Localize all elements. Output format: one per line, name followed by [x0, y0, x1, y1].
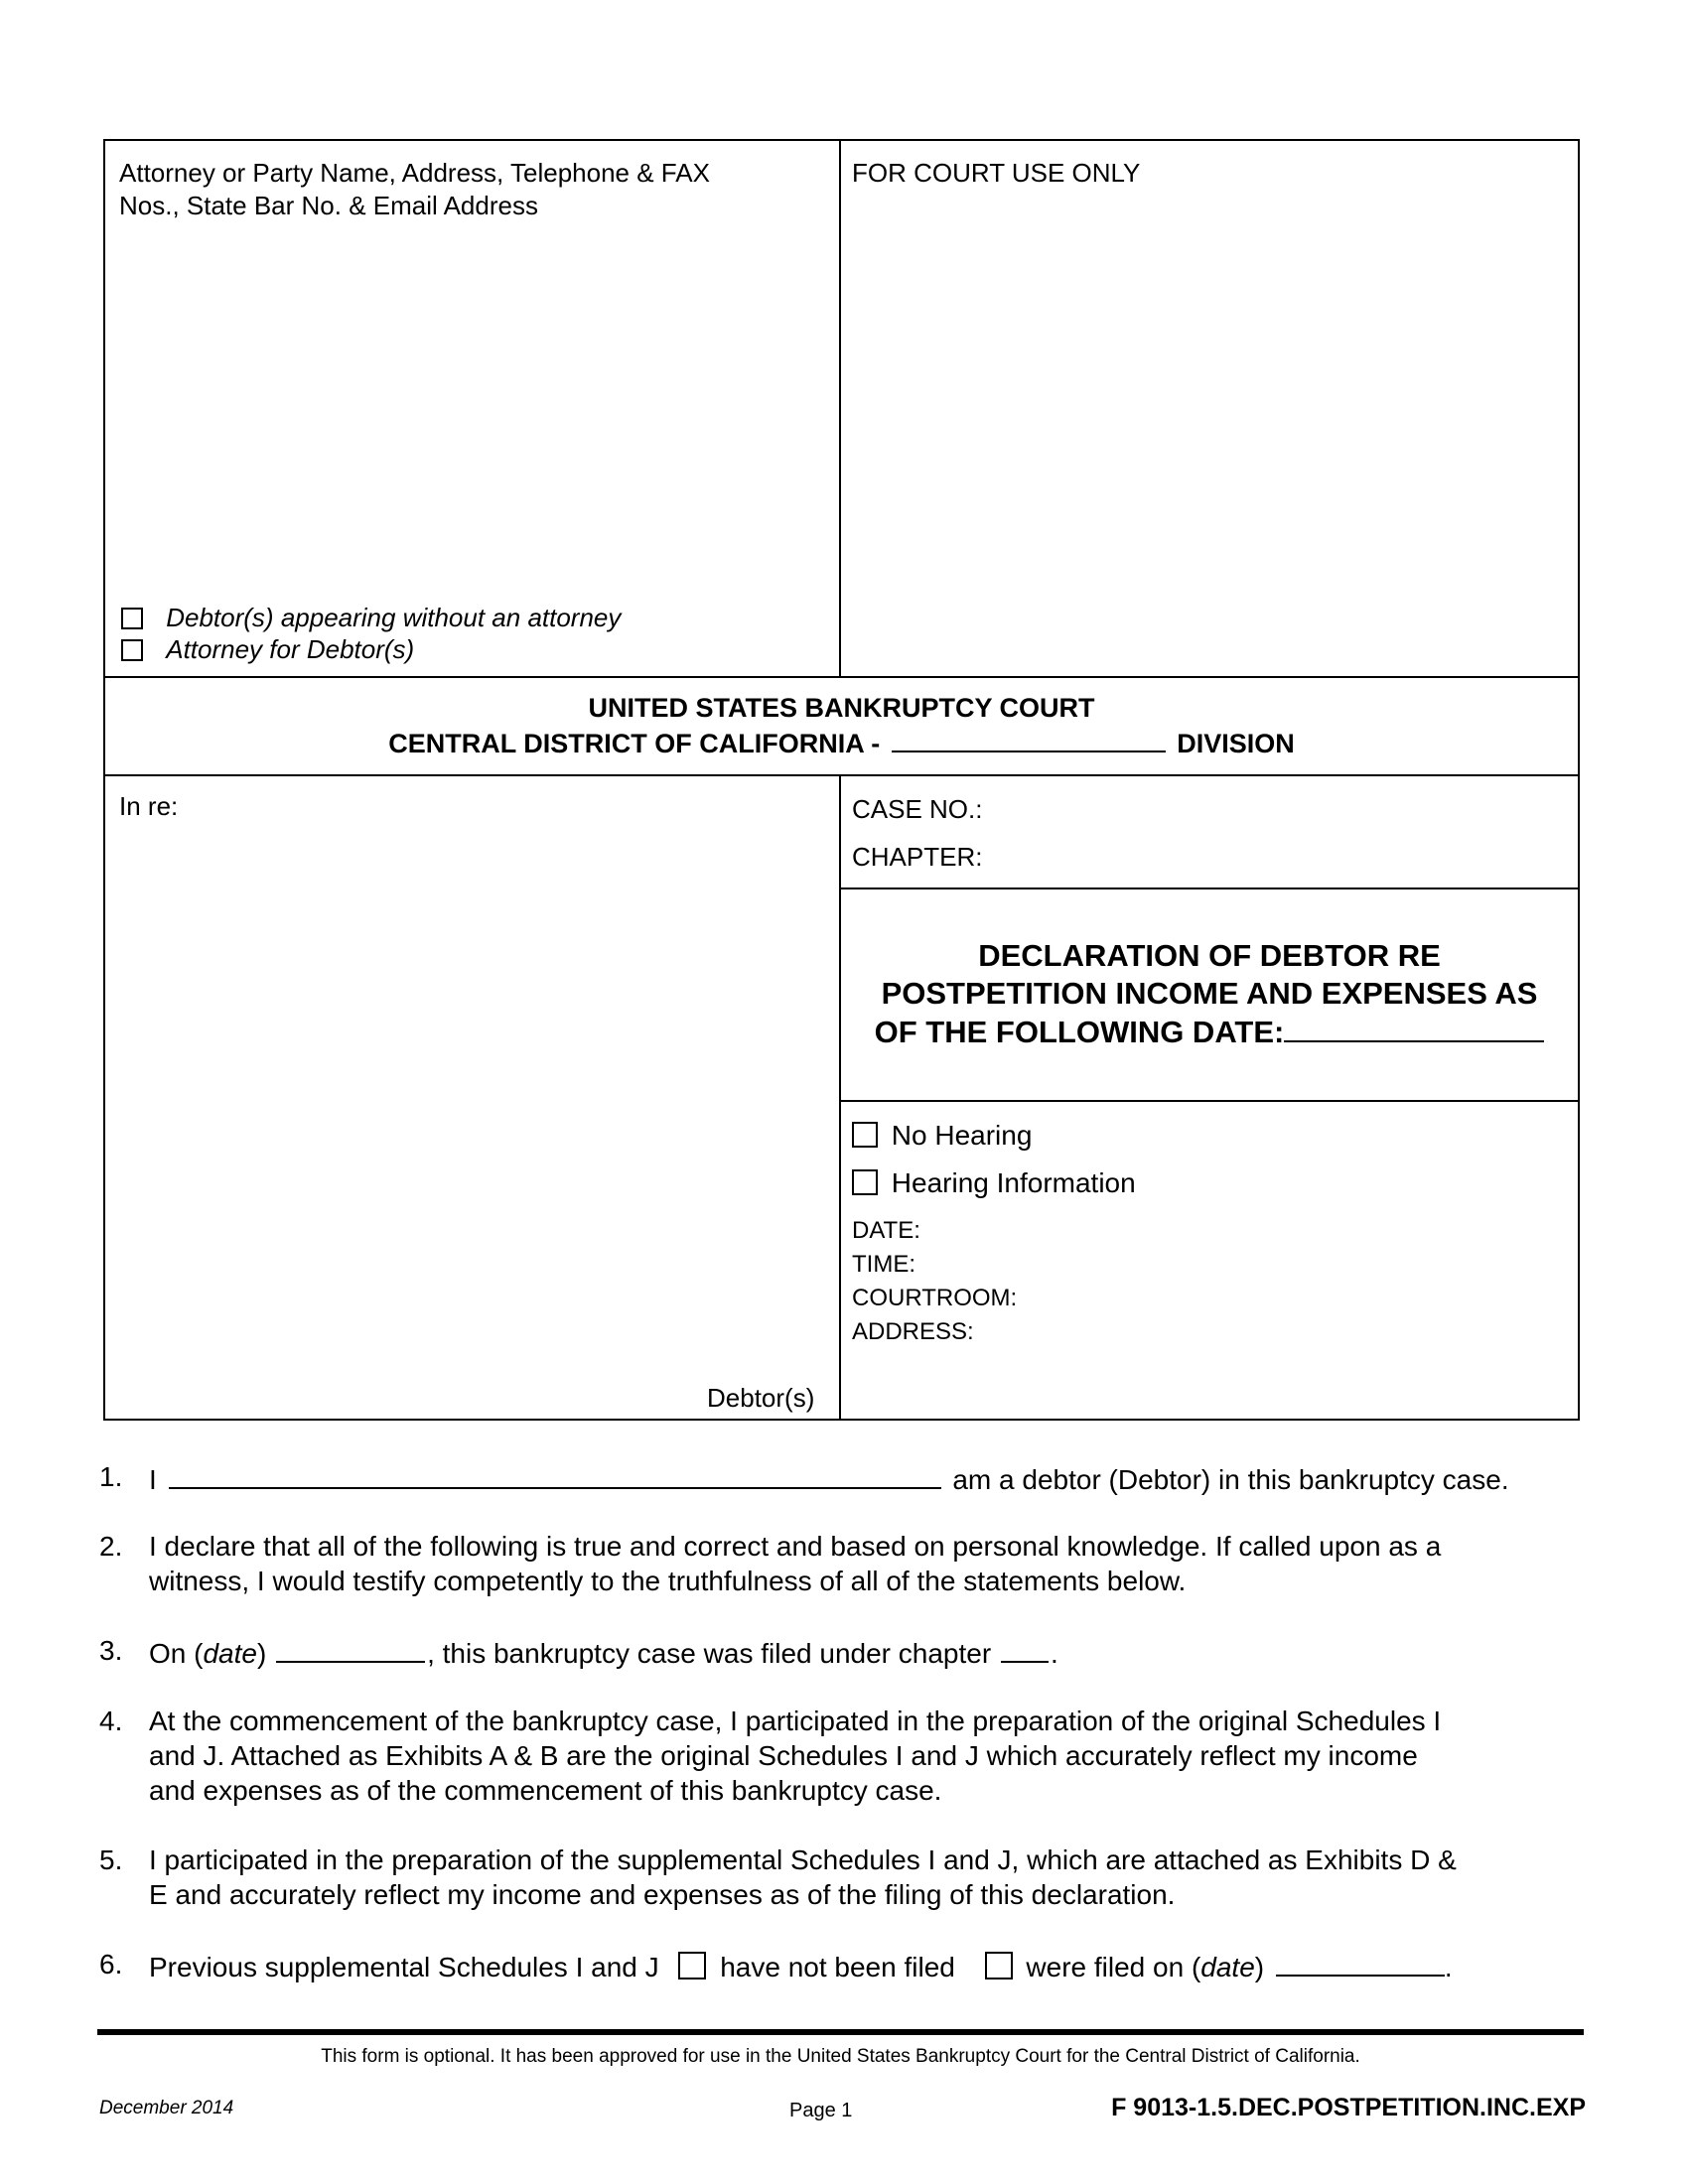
paragraph-5-line2: E and accurately reflect my income and expenses as of the filing of this declaration. [149, 1879, 1176, 1910]
paragraph-5-text [149, 1843, 1584, 1912]
document-title [841, 937, 1578, 1051]
paragraph-2-line1: I declare that all of the following is true and correct and based on personal knowledge. If called upon as a [149, 1531, 1442, 1562]
divider-court-bottom [103, 774, 1580, 776]
hearing-courtroom-label: COURTROOM: [852, 1285, 1018, 1311]
checkbox-row-debtor-no-attorney[interactable] [121, 602, 621, 634]
paragraph-3-text [149, 1633, 1584, 1671]
paragraph-1-end: am a debtor (Debtor) in this bankruptcy case. [952, 1464, 1509, 1495]
chapter-label: CHAPTER: [852, 842, 983, 872]
paragraph-1-text [149, 1459, 1584, 1497]
paragraph-6-start: Previous supplemental Schedules I and J [149, 1952, 659, 1982]
paragraph-2-text [149, 1529, 1584, 1598]
not-filed-label: have not been filed [720, 1952, 955, 1982]
as-of-date-blank[interactable] [1284, 1013, 1544, 1042]
footer-date: December 2014 [99, 2098, 234, 2118]
footer-rule [97, 2029, 1584, 2035]
were-filed-label [1026, 1952, 1264, 1982]
not-filed-checkbox[interactable] [678, 1952, 706, 1979]
attorney-label [119, 157, 834, 222]
footer-page: Page 1 [789, 2100, 853, 2121]
paragraph-4-line1: At the commencement of the bankruptcy case, I participated in the preparation of the original Schedules I [149, 1706, 1442, 1736]
debtor-name-blank[interactable] [169, 1459, 941, 1489]
division-blank[interactable] [892, 725, 1166, 752]
hearing-information-label: Hearing Information [891, 1167, 1136, 1198]
were-filed-checkbox[interactable] [985, 1952, 1013, 1979]
attorney-label-line2: Nos., State Bar No. & Email Address [119, 191, 538, 220]
no-hearing-row[interactable] [852, 1119, 1032, 1153]
hearing-information-row[interactable] [852, 1166, 1136, 1200]
paragraph-6-end: . [1444, 1952, 1453, 1982]
divider-title-hearing [839, 1100, 1580, 1102]
court-name-line2 [103, 725, 1580, 760]
document-title-line3 [841, 1013, 1578, 1051]
paragraph-1-number: 1. [99, 1461, 123, 1492]
filing-date-blank[interactable] [276, 1633, 425, 1663]
hearing-information-checkbox[interactable] [852, 1169, 878, 1195]
no-hearing-checkbox[interactable] [852, 1122, 878, 1148]
paragraph-5-line1: I participated in the preparation of the supplemental Schedules I and J, which are attached as Exhibits D & [149, 1844, 1457, 1875]
paragraph-3-close: ) [256, 1638, 267, 1669]
paragraph-1-start: I [149, 1464, 157, 1495]
hearing-time-label: TIME: [852, 1251, 915, 1278]
division-label: DIVISION [1177, 729, 1295, 758]
paragraph-4-line2: and J. Attached as Exhibits A & B are the original Schedules I and J which accurately reflect my income [149, 1740, 1418, 1771]
footer-notice: This form is optional. It has been approved for use in the United States Bankruptcy Court for the Central District of California. [321, 2046, 1360, 2067]
paragraph-4-line3: and expenses as of the commencement of this bankruptcy case. [149, 1775, 942, 1806]
court-name [103, 692, 1580, 760]
in-re-label: In re: [119, 791, 179, 821]
court-district: CENTRAL DISTRICT OF CALIFORNIA - [388, 729, 881, 758]
attorney-for-debtor-checkbox[interactable] [121, 639, 143, 661]
attorney-for-debtor-label: Attorney for Debtor(s) [166, 634, 415, 664]
paragraph-4-text [149, 1704, 1584, 1808]
debtors-label: Debtor(s) [707, 1383, 815, 1413]
were-filed-date-blank[interactable] [1276, 1947, 1445, 1977]
paragraph-2-line2: witness, I would testify competently to the truthfulness of all of the statements below. [149, 1566, 1187, 1596]
paragraph-3-end: . [1050, 1638, 1058, 1669]
paragraph-6-number: 6. [99, 1949, 123, 1979]
chapter-blank[interactable] [1001, 1633, 1049, 1663]
divider-court-top [103, 676, 1580, 678]
paragraph-3-mid: , this bankruptcy case was filed under chapter [427, 1638, 992, 1669]
document-title-line3-text: OF THE FOLLOWING DATE: [874, 1015, 1285, 1049]
document-title-line1: DECLARATION OF DEBTOR RE [978, 938, 1441, 973]
were-filed-suffix: ) [1254, 1952, 1265, 1982]
divider-vertical-bottom [839, 774, 841, 1421]
document-title-line2: POSTPETITION INCOME AND EXPENSES AS [881, 976, 1538, 1011]
were-filed-date-word: date [1200, 1952, 1255, 1982]
court-use-label: FOR COURT USE ONLY [852, 158, 1141, 188]
paragraph-5-number: 5. [99, 1844, 123, 1875]
footer-form-id: F 9013-1.5.DEC.POSTPETITION.INC.EXP [1111, 2094, 1586, 2121]
paragraph-3-number: 3. [99, 1635, 123, 1666]
court-name-line1: UNITED STATES BANKRUPTCY COURT [588, 693, 1095, 723]
case-no-label: CASE NO.: [852, 794, 983, 824]
paragraph-6-text [149, 1947, 1584, 1984]
caption-box [103, 139, 1580, 1421]
debtor-no-attorney-label: Debtor(s) appearing without an attorney [166, 603, 622, 632]
paragraph-4-number: 4. [99, 1706, 123, 1736]
checkbox-row-attorney-for-debtor[interactable] [121, 633, 414, 666]
debtor-no-attorney-checkbox[interactable] [121, 608, 143, 629]
were-filed-prefix: were filed on ( [1026, 1952, 1201, 1982]
no-hearing-label: No Hearing [891, 1120, 1033, 1151]
divider-vertical-top [839, 139, 841, 677]
hearing-date-label: DATE: [852, 1217, 920, 1244]
paragraph-3-on: On ( [149, 1638, 204, 1669]
paragraph-2-number: 2. [99, 1531, 123, 1562]
divider-case-title [839, 887, 1580, 889]
hearing-address-label: ADDRESS: [852, 1318, 974, 1345]
attorney-label-line1: Attorney or Party Name, Address, Telephone & FAX [119, 158, 710, 188]
paragraph-3-date-word: date [203, 1638, 257, 1669]
